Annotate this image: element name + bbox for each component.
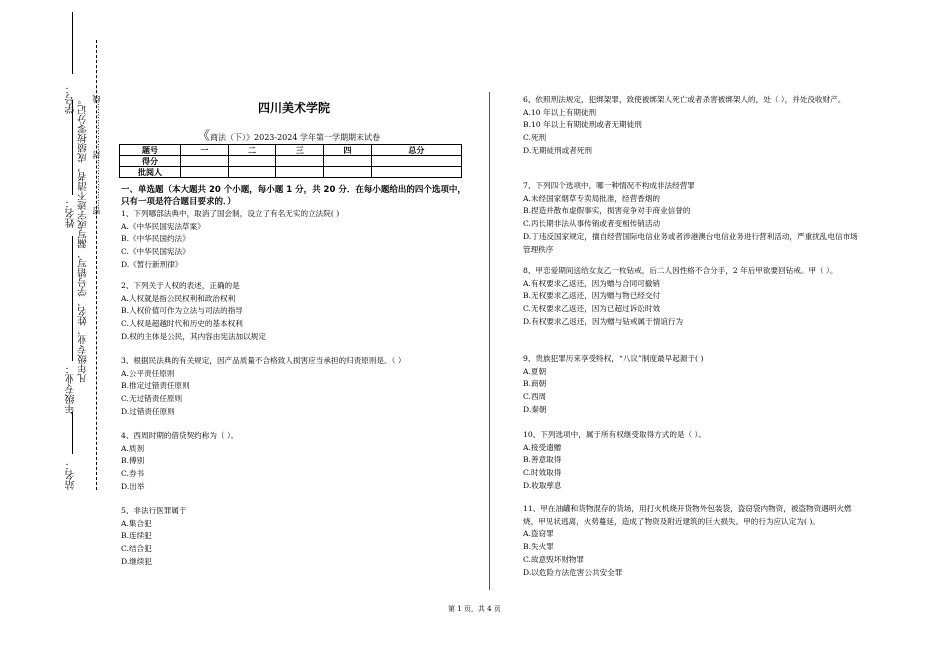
score-table-row [120,167,462,178]
question-2 [121,280,471,344]
section-1-title: 一、单选题（本大题共 20 个小题，每小题 1 分，共 20 分．在每小题给出的四个选项中，只有一项是符合题目要求的．） [121,185,466,207]
question-5 [121,505,471,569]
option-c: C.无过错责任原则 [121,394,183,404]
margin-line-nianji [72,236,73,361]
option-a: A.夏朝 [523,366,547,376]
exam-subtitle [197,125,380,144]
question-stem: 4、西周时期的借贷契约称为（ ）。 [121,431,239,440]
subtitle-bracket: 《 [197,129,211,144]
score-table-header-row [120,145,462,156]
option-b: B.失火罪 [523,542,554,552]
option-c: C.《中华民国宪法》 [121,247,190,257]
option-d: D.权的主体是公民，其内容由宪法加以规定 [121,331,266,341]
option-d: D.继续犯 [121,556,153,566]
option-d: D.过错责任原则 [121,406,175,416]
question-stem: 1、下列哪部法典中，取消了国会制，设立了有名无实的立法院( ) [121,209,340,218]
question-stem: 7、下列四个选项中，哪一种情况不构成非法经营罪 [523,181,695,190]
option-d: D.以危险方法危害公共安全罪 [523,567,623,577]
option-a: A.有权要求乙返还，因为赠与合同可撤销 [523,278,660,288]
score-table-row [120,156,462,167]
score-header-cell: 二 [228,145,276,156]
score-cell [228,167,276,178]
question-1 [121,208,471,272]
question-3 [121,355,476,419]
score-cell [324,167,372,178]
option-c: C.券书 [121,469,145,479]
option-b: B.商朝 [523,379,547,389]
margin-xuehao-label: 学号： [66,84,77,114]
score-header-cell: 总分 [371,145,461,156]
option-a: A.《中华民国宪法草案》 [121,221,205,231]
score-cell [371,156,461,167]
option-a: A.质剂 [121,443,145,453]
margin-nianji-label: 年级专业： [66,364,77,414]
option-a: A.10 年以上有期徒刑 [523,107,597,117]
option-b: B.推定过错责任原则 [121,381,190,391]
subtitle-text: 商法（下）》2023-2024 学年第一学期期末试卷 [210,133,380,142]
margin-line-zhanming [72,412,73,454]
score-cell [181,167,229,178]
option-d: D.出举 [121,481,145,491]
question-stem: 2、下列关于人权的表述，正确的是 [121,281,240,290]
option-a: A.接受遗赠 [523,442,562,452]
option-d: D.收取孳息 [523,480,562,490]
score-row-label: 批阅人 [120,167,181,178]
page-footer: 第 1 页，共 4 页 [448,605,501,613]
option-d: D.丁违反国家规定，擅自经营国际电信业务或者涉港澳台电信业务进行营利活动，严重扰乱电信市场管理秩序 [523,231,858,254]
question-stem: 10、下列选项中，属于所有权继受取得方式的是（ ）。 [523,430,706,439]
option-c: C.丙长期非法从事传销或者变相传销活动 [523,219,661,229]
question-stem: 9、贵族犯罪历来享受特权，“八议”制度最早起源于( ) [523,354,704,363]
margin-seal-line-label: 密………………封………………线 [92,95,101,215]
margin-xingming-label: 姓名： [66,198,77,228]
column-divider [489,92,490,590]
score-cell [181,156,229,167]
score-cell [228,156,276,167]
option-b: B.《中华民国约法》 [121,234,190,244]
question-stem: 11、甲在油罐和货物混存的货场，用打火机烧开货物外包装袋，盗窃袋内物资，被盗物资遇明火燃烧，甲见状逃离，火势蔓延，造成了物资及附近建筑的巨大损失。甲的行为应认定为( )。 [523,504,852,526]
option-a: A.人权就是指公民权利和政治权利 [121,293,236,303]
option-a: A.公平责任原则 [121,368,175,378]
option-b: B.人权价值可作为立法与司法的指导 [121,306,243,316]
score-row-label: 得分 [120,156,181,167]
score-header-cell: 题号 [120,145,181,156]
option-a: A.未经国家烟草专卖局批准，经营香烟的 [523,193,660,203]
option-b: B.10 年以上有期徒刑或者无期徒刑 [523,120,642,130]
option-c: C.无权要求乙返还，因为已超过诉讼时效 [523,304,661,314]
question-10 [523,429,861,493]
option-b: B.捏造并散布虚假事实，损害竞争对手商业信誉的 [523,206,691,216]
option-c: C.西周 [523,392,547,402]
margin-line-xingming [72,100,73,195]
question-9 [523,353,861,417]
score-header-cell: 四 [324,145,372,156]
question-6 [523,94,861,158]
score-cell [276,156,324,167]
option-b: B.无权要求乙返还，因为赠与物已经交付 [523,291,661,301]
option-c: C.时效取得 [523,468,562,478]
question-8 [523,265,861,329]
option-c: C.故意毁坏财物罪 [523,554,585,564]
question-stem: 3、根据民法典的有关规定，因产品质量不合格致人损害应当承担的归责原则是。（ ） [121,356,406,365]
option-c: C.死刑 [523,133,547,143]
score-cell [371,167,461,178]
score-table [119,144,462,178]
question-11 [523,503,861,579]
option-a: A.盗窃罪 [523,529,554,539]
option-d: D.秦朝 [523,404,547,414]
option-a: A.集合犯 [121,518,152,528]
margin-seal-dashed-line [96,40,97,490]
margin-zhanming-label: 站名： [66,460,77,490]
margin-notice: 凡年级专业、姓名、学号错写、漏写或字迹不清者，成绩按零分记。 [78,95,89,383]
score-cell [276,167,324,178]
option-d: D.《暂行新刑律》 [121,259,183,269]
school-name: 四川美术学院 [258,101,331,115]
option-c: C.人权是超越时代和历史的基本权利 [121,319,243,329]
margin-line-xuehao [72,12,73,74]
question-4 [121,430,471,494]
option-b: B.傅别 [121,456,145,466]
option-b: B.连续犯 [121,531,152,541]
option-b: B.善意取得 [523,455,562,465]
option-d: D.有权要求乙返还，因为赠与钻戒属于情谊行为 [523,316,684,326]
question-stem: 6、依照刑法规定，犯绑架罪，致使被绑架人死亡或者杀害被绑架人的，处（ ），并处没收财产。 [523,95,846,104]
option-d: D.无期徒刑或者死刑 [523,145,592,155]
score-cell [324,156,372,167]
question-stem: 5、非法行医罪属于 [121,506,187,515]
score-header-cell: 三 [276,145,324,156]
option-c: C.结合犯 [121,544,152,554]
question-stem: 8、甲恋爱期间送给女友乙一枚钻戒，后二人因性格不合分手，2 年后甲欲要回钻戒。甲（ ）。 [523,266,838,275]
score-header-cell: 一 [181,145,229,156]
question-7 [523,180,861,256]
